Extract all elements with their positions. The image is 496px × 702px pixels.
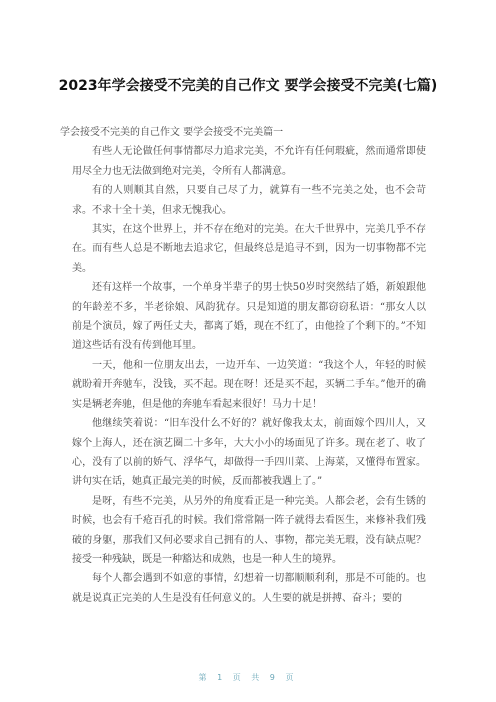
document-title: 2023年学会接受不完美的自己作文 要学会接受不完美(七篇) <box>58 78 438 94</box>
section-heading: 学会接受不完美的自己作文 要学会接受不完美篇一 <box>60 127 284 138</box>
paragraph: 他继续笑着说：“旧车没什么不好的？就好像我太太，前面嫁个四川人，又嫁个上海人，还在演艺圈二十多年，大大小小的场面见了许多。现在老了、收了心，没有了以前的娇气、浮华气，却做得一手四川菜、上海菜，又懂得布置家。讲句实在话，她真正最完美的时候，反而都被我遇上了。” <box>72 418 426 488</box>
document-body <box>60 123 426 608</box>
paragraph: 还有这样一个故事，一个单身半辈子的男士快50岁时突然结了婚，新娘跟他的年龄差不多，半老徐娘、风韵犹存。只是知道的朋友都窃窃私语：“那女人以前是个演员，嫁了两任丈夫，都离了婚，现在不红了，由他捡了个剩下的。”不知道这些话有没有传到他耳里。 <box>72 282 426 352</box>
paragraph: 有些人无论做任何事情都尽力追求完美，不允许有任何瑕疵，然而通常即使用尽全力也无法做到绝对完美，令所有人都满意。 <box>72 146 426 177</box>
paragraph: 有的人则顺其自然，只要自己尽了力，就算有一些不完美之处，也不会苛求。不求十全十美，但求无愧我心。 <box>72 185 426 216</box>
paragraph: 是呀，有些不完美，从另外的角度看正是一种完美。人都会老，会有生锈的时候，也会有千疮百孔的时候。我们常常隔一阵子就得去看医生，来修补我们残破的身躯，那我们又何必要求自己拥有的人、事物，都完美无瑕，没有缺点呢？接受一种残缺，既是一种豁达和成熟，也是一种人生的境界。 <box>72 495 426 565</box>
paragraph: 一天，他和一位朋友出去，一边开车、一边笑道：“我这个人，年轻的时候就盼着开奔驰车，没钱，买不起。现在呀！还是买不起，买辆二手车。”他开的确实是辆老奔驰，但是他的奔驰车看起来很好！马力十足！ <box>72 359 426 410</box>
paragraph: 其实，在这个世界上，并不存在绝对的完美。在大千世界中，完美几乎不存在。而有些人总是不断地去追求它，但最终总是追寻不到，因为一切事物都不完美。 <box>72 224 426 274</box>
paragraph: 每个人都会遇到不如意的事情，幻想着一切都顺顺利利，那是不可能的。也就是说真正完美的人生是没有任何意义的。人生要的就是拼搏、奋斗；要的 <box>72 573 426 604</box>
page-number: 第 1 页 共 9 页 <box>198 673 298 682</box>
